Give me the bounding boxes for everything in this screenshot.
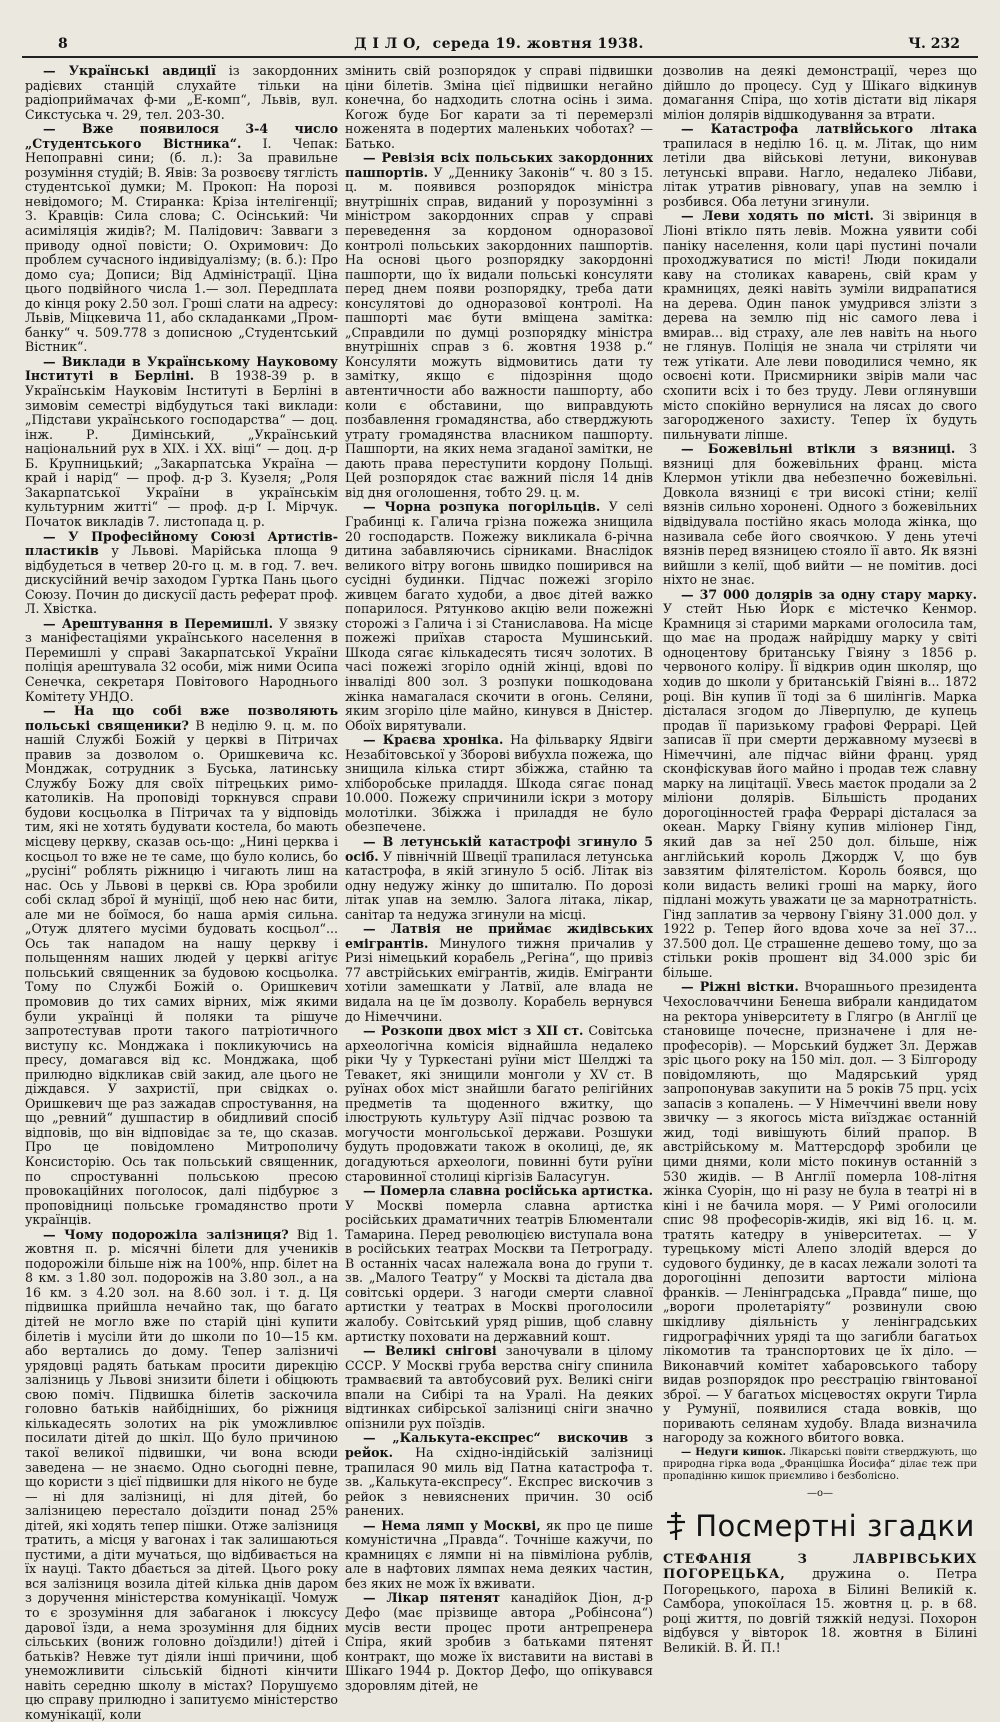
news-body: трапилася в неділю 16. ц. м. Літак, що ним летіли два військові летуни, виконував летунські вправи. Нагло, недалеко Лібави, літак утратив рівновагу, упав на землю і розбився. Оба летуни згинули. xyxy=(663,135,977,209)
page-number: 8 xyxy=(58,36,68,52)
news-item xyxy=(25,617,338,704)
news-item xyxy=(345,922,653,1024)
issue-number: Ч. 232 xyxy=(908,36,960,52)
news-item xyxy=(663,122,977,209)
news-headline: — 37 000 долярів за одну стару марку. xyxy=(681,586,977,602)
section-divider: —o— xyxy=(806,1487,834,1499)
news-headline: — Леви ходять по місті. xyxy=(681,208,874,224)
news-body: Вчорашнього президента Чехословаччини Бенеша вибрали кандидатом на ректора університету в Глягро (в Англії це становище почесне, призначене і для не-професорів). — Морський буджет Зл. Держав зріс цього року на 150 міл. дол. — З Білгороду повідомляють, що Мадярський уряд запропонував закупити на 5 років 75 прц. усіх запасів з копалень. — У Німеччині ввели нову звичку — з якогось міста виїзджає останній жид, тоді вивішують білий прапор. В австрійському м. Маттерсдорф зробили це цими днями, коли місто покинув останній з 530 жидів. — В Англії померла 108-літня жінка Суорін, що ні разу не була в театрі ні в кіні і не бачила моря. — У Римі оголосили спис 98 професорів-жидів, які від 16. ц. м. тратять катедру в університетах. — У турецькому місті Алепо злодій вдерся до судового будинку, де в касах лежали золоті та дорогоцінні депозити вартости міліона франків. — Ленінградська „Правда“ пише, що „вороги пролетаріяту“ розвинули свою шкідливу діяльність у ленінградських гидрографічних уряді та що загибли багатьох лікомотив та транспортових це їх діло. — Виконавчий комітет хабаровського табору видав розпорядок про реєстрацію гвінтованої зброї. — У багатьох місцевостях округи Тирла у Румунії, появилися стада вовків, що поривають селянам худобу. Влада визначила нагороду за кожного вбитого вовка. xyxy=(663,979,977,1446)
news-headline: — Українські авдиції xyxy=(43,63,216,78)
news-headline: — Божевільні втікли з вязниці. xyxy=(681,441,956,457)
column-2 xyxy=(345,63,653,1693)
news-body: І. Чепак: Непоправні сини; (б. л.): За правильне розуміння студій; В. Явів: За розвоєву тяглість студентської думки; М. Прокоп: На порозі невідомого; М. Стиранка: Кріза інтелігенції; З. Кравців: Сила слова; С. Осінський: Чи асиміляція жидів?; М. Палідович: Завваги з приводу одної повісти; О. Охримович: До проблем сучасного індивідуалізму; (в. б.): Про домо суа; Дописи; Від Адміністрації. Ціна цього подвійного числа 1.— зол. Передплата до кінця року 2.50 зол. Гроші слати на адресу: Львів, Міцкевича 11, або складанками „Пром-банку“ ч. 509.778 з дописною „Студентський Вістник“. xyxy=(25,135,338,355)
news-item xyxy=(663,588,977,981)
news-headline: — Розкопи двох міст з XII ст. xyxy=(363,1023,584,1039)
news-body: З вязниці для божевільних франц. міста Клермон утікли два небезпечно божевільні. Довкола вязниці є три високі стіни; келії вязнів сильно хоронені. Одного з божевільних відвідувала постійно якась молода жінка, що називала себе його своячкою. У день утечі вязнів перед вязницею стояло її авто. Як вязні вийшли з келії, щоб вийти — не помітив. досі ніхто не знає. xyxy=(663,441,977,588)
news-headline: — Латвія не приймає жидівських емігрантів. xyxy=(345,921,653,951)
obituary-entry xyxy=(663,1552,977,1656)
news-body: Від 1. жовтня п. р. місячні білети для учеників подорожіли більше ніж на 100%, нпр. білет на 8 км. з 1.80 зол. подорожів на 3.80 зол., а на 16 км. з 4.20 зол. на 8.60 зол. і т. д. Ця підвишка прийшла нечайно так, що багато дітей не могло вже по старій ціні купити білетів і мусіли йти до школи по 10—15 км. або вертались до дому. Тепер залізничі урядовці радять батькам просити дирекцію залізниць у Львові знизити білети і обіцюють свою поміч. Підвишка білетів заскочила головно батьків найбідніших, бо ріжниця кількадесять золотих на рік уможливлює посилати дітей до шкіл. Що було причиною такої великої підвишки, чи вона всюди заведена — не знаємо. Одно сьогодні певне, що користи з цієї підвишки для нікого не буде — ні для залізниці, ні для дітей, бо залізницею перестало доїздити понад 25% дітей, які ходять тепер пішки. Отже залізниця тратить, а місця у вагонах і так залишаються пустими, а діти мучаться, що відбивається на їх науці. Такто дбається за дітей. Цього року вся залізниця возила дітей кілька днів даром з доручення міністерства комунікації. Чомуж то є зрозуміння для забаганок і люксусу дарової їзди, а нема зрозуміння для бідних сільських (вониж головно доїздили!) дітей і батьків? Невже тут діяли інші причини, щоб унеможливити сільській бідноті кінчити навіть середню школу в містах? Порушуємо цю справу прилюдно і запитуємо міністерство комунікації, коли xyxy=(25,1226,339,1722)
news-item xyxy=(25,122,338,355)
news-item xyxy=(345,835,653,922)
news-body: Минулого тижня причалив у Ризі німецький корабель „Регіна“, що привіз 77 австрійських емігрантів, жидів. Емігранти хотіли замешкати у Латвії, але влада не видала на це їм дозволу. Корабель вернувся до Німеччини. xyxy=(345,935,653,1024)
news-headline: — На що собі вже позволяють польські священики? xyxy=(25,703,338,733)
news-item xyxy=(25,704,338,1228)
obituary-text: дружина о. Петра Погорецького, пароха в Білині Великій к. Самбора, упокоїлася 15. жовтня ц. р. в 68. році життя, по довгій тяжкій недузі. Похорон відбувся у вівторок 18. жовтня в Білині Великій. В. Й. П.! xyxy=(663,1566,977,1655)
news-body: В 1938-39 р. в Українськім Науковім Інституті в Берліні в зимовім семестрі відбудуться такі виклади: „Підстави українського господарства“ — доц. інж. Р. Димінський, „Український національний рух в XIX. і XX. віці“ — доц. д-р Б. Крупницький; „Закарпатська Україна — край і нарід“ — проф. д-р З. Кузеля; „Роля Закарпатської України в українськім культурним житті“ — проф. д-р І. Мірчук. Початок викладів 7. листопада ц. р. xyxy=(25,368,338,529)
news-body: На фільварку Ядвіги Незабітовської у Зборові вибухла пожежа, що знищила кілька стирт збіжжа, стайню та хліборобське приладдя. Шкода сягає понад 10.000. Пожежу спричинили іскри з мотору молотілки. Збіжжа і приладдя не було обезпечене. xyxy=(345,732,653,835)
news-item xyxy=(663,64,977,122)
news-body: В неділю 9. ц. м. по нашій Службі Божій у церкві в Пітричах правив за дозволом о. Оришкевича кс. Монджак, сотрудник з Буська, латинську Службу Божу для своїх пітрецьких римо-католиків. На проповіді торкнувся справи будови косцьолка в Пітричах та у відповідь тим, які не хотять будувати костела, бо мають місцеву церкву, сказав ось-що: „Нині церква і косцьол то вже не те саме, що було колись, бо „русіні“ роблять ріжницю і чигають лиш на нас. Ось у Львові в церкві св. Юра зробили собі склад зброї й муніції, щоб нею нас бити, але ми не боїмося, бо наша армія сильна. „Отуж длятего мусіми будовать косцьол“... Ось так нападом на нашу церкву і польщенням наших людей у церкві агітує польський священник за будовою косцьолка. Тому по Службі Божій о. Оришкевич промовив до тих самих вірних, між якими були українці й поляки та рішуче запротестував проти такого патріотичного виступу кс. Монджака і покликуючись на пресу, домагався від кс. Монджака, щоб прилюдно відкликав свій закид, але цього не діждався. У захристії, при свідках о. Оришкевич ще раз зажадав спростування, на що „ревний“ душпастир в обидливий спосіб відповів, що він відповідає за те, що сказав. Про це повідомлено Митрополичу Консисторію. Ось так польський священник, по спростуванні польською пресою провокаційних поголосок, далі підбурює з проповідниці польське громадянство проти українців. xyxy=(25,717,338,1228)
news-item xyxy=(345,64,653,151)
news-item xyxy=(345,1591,653,1693)
news-headline: — Арештування в Перемишлі. xyxy=(43,615,273,631)
news-item xyxy=(663,442,977,587)
news-body: У північній Швеції трапилася летунська катастрофа, в якій згинуло 5 осіб. Літак віз одну недужу жінку до шпиталю. По дорозі літак упав на землю. Залога літака, лікар, санітар та недужа згинули на місці. xyxy=(345,848,653,922)
news-body: дозволив на деякі демонстрації, через що дійшло до процесу. Суд у Шікаго відкинув домагання Спіра, що хотів дістати від лікаря міліон долярів відшкодування за втрати. xyxy=(663,63,977,122)
news-headline: — Великі снігові xyxy=(363,1343,497,1359)
news-body: Зі звіринця в Ліоні втікло пять левів. Можна уявити собі паніку населення, коли царі пустині почали проходжуватися по місті! Люди покидали каву на столиках каварень, свій крам у крамницях, деякі навіть зуміли видрапатися на дерева. Один панок умудрився злізти з дерева на землю під ніс самого лева і вмирав... від страху, але лев навіть на нього не глянув. Поліція не знала чи стріляти чи теж утікати. Але леви поводилися чемно, як освоєні коти. Присмирники звірів мали час схопити всіх і то без труду. Леви оглянувши місто спокійно вернулися на лясах до свого загородженого захисту. Тепер їх будуть пильнувати ліпше. xyxy=(663,208,978,442)
news-body: як про це пише комуністична „Правда“. Точніше кажучи, по крамницях є лямпи ні на півміліона рублів, але в нафтових лямпах нема деяких частин, без яких не мож їх вживати. xyxy=(345,1517,653,1591)
news-body: У Москві померла славна артистка російських драматичних театрів Блюментали Тамарина. Перед революцією виступала вона в російських театрах Москви та Петрограду. В останніх часах належала вона до групи т. зв. „Малого Театру“ у Москві та дістала два совітські ордери. З нагоди смерти славної артистки у театрах в Москві проголосили жалобу. Совітський уряд рішив, щоб славну артистку поховати на державний кошт. xyxy=(345,1197,653,1344)
masthead xyxy=(22,34,976,58)
masthead-title xyxy=(22,36,976,52)
news-headline: — Чорна розпука погорільців. xyxy=(363,499,601,515)
obituary-name: СТЕФАНІЯ З ЛАВРІВСЬКИХ ПОГОРЕЦЬКА, xyxy=(663,1551,977,1583)
news-item xyxy=(345,733,653,835)
news-body: із закордонних радієвих станцій слухайте тільки на радіоприймачах ф-ми „Е-комп“, Львів, вул. Сикстуська ч. 29, тел. 203-30. xyxy=(25,63,338,122)
news-item xyxy=(663,209,977,442)
column-3-items xyxy=(663,64,977,1483)
news-body: Совітська археологічна комісія віднайшла недалеко ріки Чу у Туркестані руїни міст Шелджі та Тевакет, які знищили монголи у XV ст. В руїнах обох міст знайшли багато релігійних предметів та щоденного вжитку, що ілюструють культуру Азії підчас розвою та могучости монгольської держави. Розшуки будуть продовжати також в околиці, де, як догадуються археологи, повинні бути руїни старовинної столиці кіргізів Баласугун. xyxy=(345,1023,653,1184)
news-headline: — У Професійному Союзі Артистів-пластиків xyxy=(25,528,338,559)
news-body: у Львові. Марійська площа 9 відбудеться в четвер 20-го ц. м. в год. 7. веч. дискусійний вечір заходом Гуртка Пань цього Союзу. Почин до дискусії дасть реферат проф. Л. Хвістка. xyxy=(25,543,338,617)
news-body: У звязку з маніфестаціями українського населення в Перемишлі у справі Закарпатської України поліція арештувала 32 особи, між ними Осипа Сенечка, секретаря Повітового Народнього Комітету УНДО. xyxy=(25,615,338,704)
news-item xyxy=(25,355,338,530)
orthodox-cross-icon xyxy=(665,1511,687,1541)
news-item xyxy=(25,1228,338,1722)
news-headline: — Виклади в Українському Науковому Інституті в Берліні. xyxy=(25,353,338,384)
column-3 xyxy=(663,63,978,1655)
news-item xyxy=(345,1184,653,1344)
news-item xyxy=(345,1519,653,1592)
news-item xyxy=(345,1024,653,1184)
news-headline: — В летунській катастрофі згинуло 5 осіб. xyxy=(345,833,653,864)
news-body: заночували в цілому СССР. У Москві груба верства снігу спинила трамваєвий та автобусовий рух. Великі сніги впали на Сибірі та на Уралі. На деяких відтинках сибірської залізниці сніги значно опізнили рух поїздів. xyxy=(345,1343,653,1431)
issue-date: середа 19. жовтня 1938. xyxy=(432,36,644,52)
obituary-banner xyxy=(663,1510,977,1542)
news-item xyxy=(345,1431,653,1518)
news-headline: — „Калькута-експрес“ вискочив з рейок. xyxy=(345,1430,653,1460)
news-item xyxy=(345,500,653,733)
news-headline: — Чому подорожіла залізниця? xyxy=(43,1226,289,1242)
news-body: канадійок Діон, д-р Дефо (має прізвище автора „Робінсона“) мусів вести процес проти антрепренера Спіра, який зробив з батьками пятенят контракт, що може їх виставити на виставі в Шікаго 1944 р. Доктор Дефо, що опікувався здоровлям дітей, не xyxy=(345,1590,653,1693)
news-headline: — Ревізія всіх польських закордонних пашпортів. xyxy=(345,150,653,180)
news-body: У „Деннику Законів“ ч. 80 з 15. ц. м. появився розпорядок міністра внутрішніх справ, виданий у порозумінні з міністром закордонних справ у справі переведення за кордоном одноразової контролі польських закордонних пашпортів. На основі цього розпорядку закордонні пашпорти, що їх видали польські консуляти перед днем появи розпорядку, треба дати консулятові до одноразової контролі. На пашпорті має бути вміщена замітка: „Справдили по думці розпорядку міністра внутрішніх справ з 6. жовтня 1938 р.“ Консуляти можуть відмовитись дати ту замітку, якщо є підозріння щодо автентичности або важности пашпорту, або коли є обставини, що виправдують позбавлення громадянства, або стверджують утрату громадянства власником пашпорту. Пашпорти, на яких нема згаданої замітки, не дають права переступити кордону Польщі. Цей розпорядок стає важний після 14 днів від дня оголошення, тобто 29. ц. м. xyxy=(345,164,653,500)
news-body: Лікарські повіти стверджують, що природна гірка вода „Францішка Йосифа“ ділає теж при пропадінню кишок приємливо і безболісно. xyxy=(663,1446,978,1482)
news-headline: — Катастрофа латвійського літака xyxy=(681,121,977,137)
news-item xyxy=(25,530,338,617)
news-item xyxy=(663,1446,977,1483)
news-body: У стейт Нью Йорк є містечко Кенмор. Крамниця зі старими марками оголосила там, що має на продаж найрідшу марку у світі одноцентову британську Гвіяну з 1856 р. червоного коліру. Її відкрив один школяр, що ходив до школи у британській Гвіяні в... 1872 році. Він купив її тоді за 6 шилінгів. Марка дісталася згодом до Ліверпулю, де купець продав її паризькому графові Феррарі. Цей записав її при смерти державному музеєві в Німеччині, але підчас війни франц. уряд сконфіскував його майно і продав теж славну марку на лицітації. Увесь маєток продали за 2 міліони долярів. Більшість проданих дорогоцінностей графа Феррарі дісталася за океан. Марку Гвіяну купив міліонер Гінд, який дав за неї 250 дол. більше, ніж англійський король Джордж V, що був завзятим філятелістом. Король боявся, що коли видасть великі гроші на марку, його підлані можуть уважати це за марнотратність. Гінд заплатив за червону Гвіяну 31.000 дол. у 1922 р. Тепер його вдова хоче за неї 37... 37.500 дол. Це страшенне дешево тому, що за стільки років прошент від 34.000 зріс би більше. xyxy=(663,601,977,980)
news-item xyxy=(25,64,338,122)
news-headline: — Ріжні вістки. xyxy=(681,979,799,995)
news-headline: — Нема лямп у Москві, xyxy=(363,1517,541,1533)
news-headline: — Померла славна російська артистка. xyxy=(363,1183,653,1199)
header-rule xyxy=(22,56,978,58)
newspaper-name: Д І Л О, xyxy=(354,36,422,52)
obituary-banner-title: Посмертні згадки xyxy=(695,1508,975,1543)
news-item xyxy=(663,980,977,1446)
news-headline: — Недуги кишок. xyxy=(681,1445,787,1458)
news-body: На східно-індійській залізниці трапилася 90 миль від Патна катастрофа т. зв. „Калькута-експресу“. Експрес вискочив з рейок з невияснених причин. 30 осіб ранених. xyxy=(345,1444,653,1519)
news-headline: — Вже появилося 3-4 число „Студентського Вістника“. xyxy=(25,121,338,151)
news-body: змінить свій розпорядок у справі підвишки ціни білетів. Зміна цієї підвишки негайно конечна, бо надходить слотна осінь і зима. Когож буде Бог карати за ті перемерзлі ноженята в подертих маленьких чоботах? — Батько. xyxy=(345,63,653,151)
news-headline: — Краєва хроніка. xyxy=(363,732,504,748)
column-1 xyxy=(25,63,339,1722)
news-headline: — Лікар пятенят xyxy=(363,1590,501,1606)
news-body: У селі Грабинці к. Галича грізна пожежа знищила 20 господарств. Пожежу викликала 6-річна дитина забавляючись сірниками. Внаслідок великого вітру вогонь швидко поширився на сусідні будинки. Підчас пожежі згоріло живцем багато худоби, а двоє дітей важко попарилося. Рятунково акцію вели пожежні сторожі з Галича і зі Станиславова. На місце пожежі приїхав староста Мушинський. Шкода сягає кількадесять тисяч золотих. В часі пожежі згоріло одній жінці, вдові по інваліді 800 зол. З розпуки пошкодована жінка намагалася скочити в огонь. Селяни, яким згоріло ціле майно, кинувся в Дністер. Обоїх вирятували. xyxy=(345,499,653,733)
news-item xyxy=(345,151,653,500)
news-item xyxy=(345,1344,653,1431)
